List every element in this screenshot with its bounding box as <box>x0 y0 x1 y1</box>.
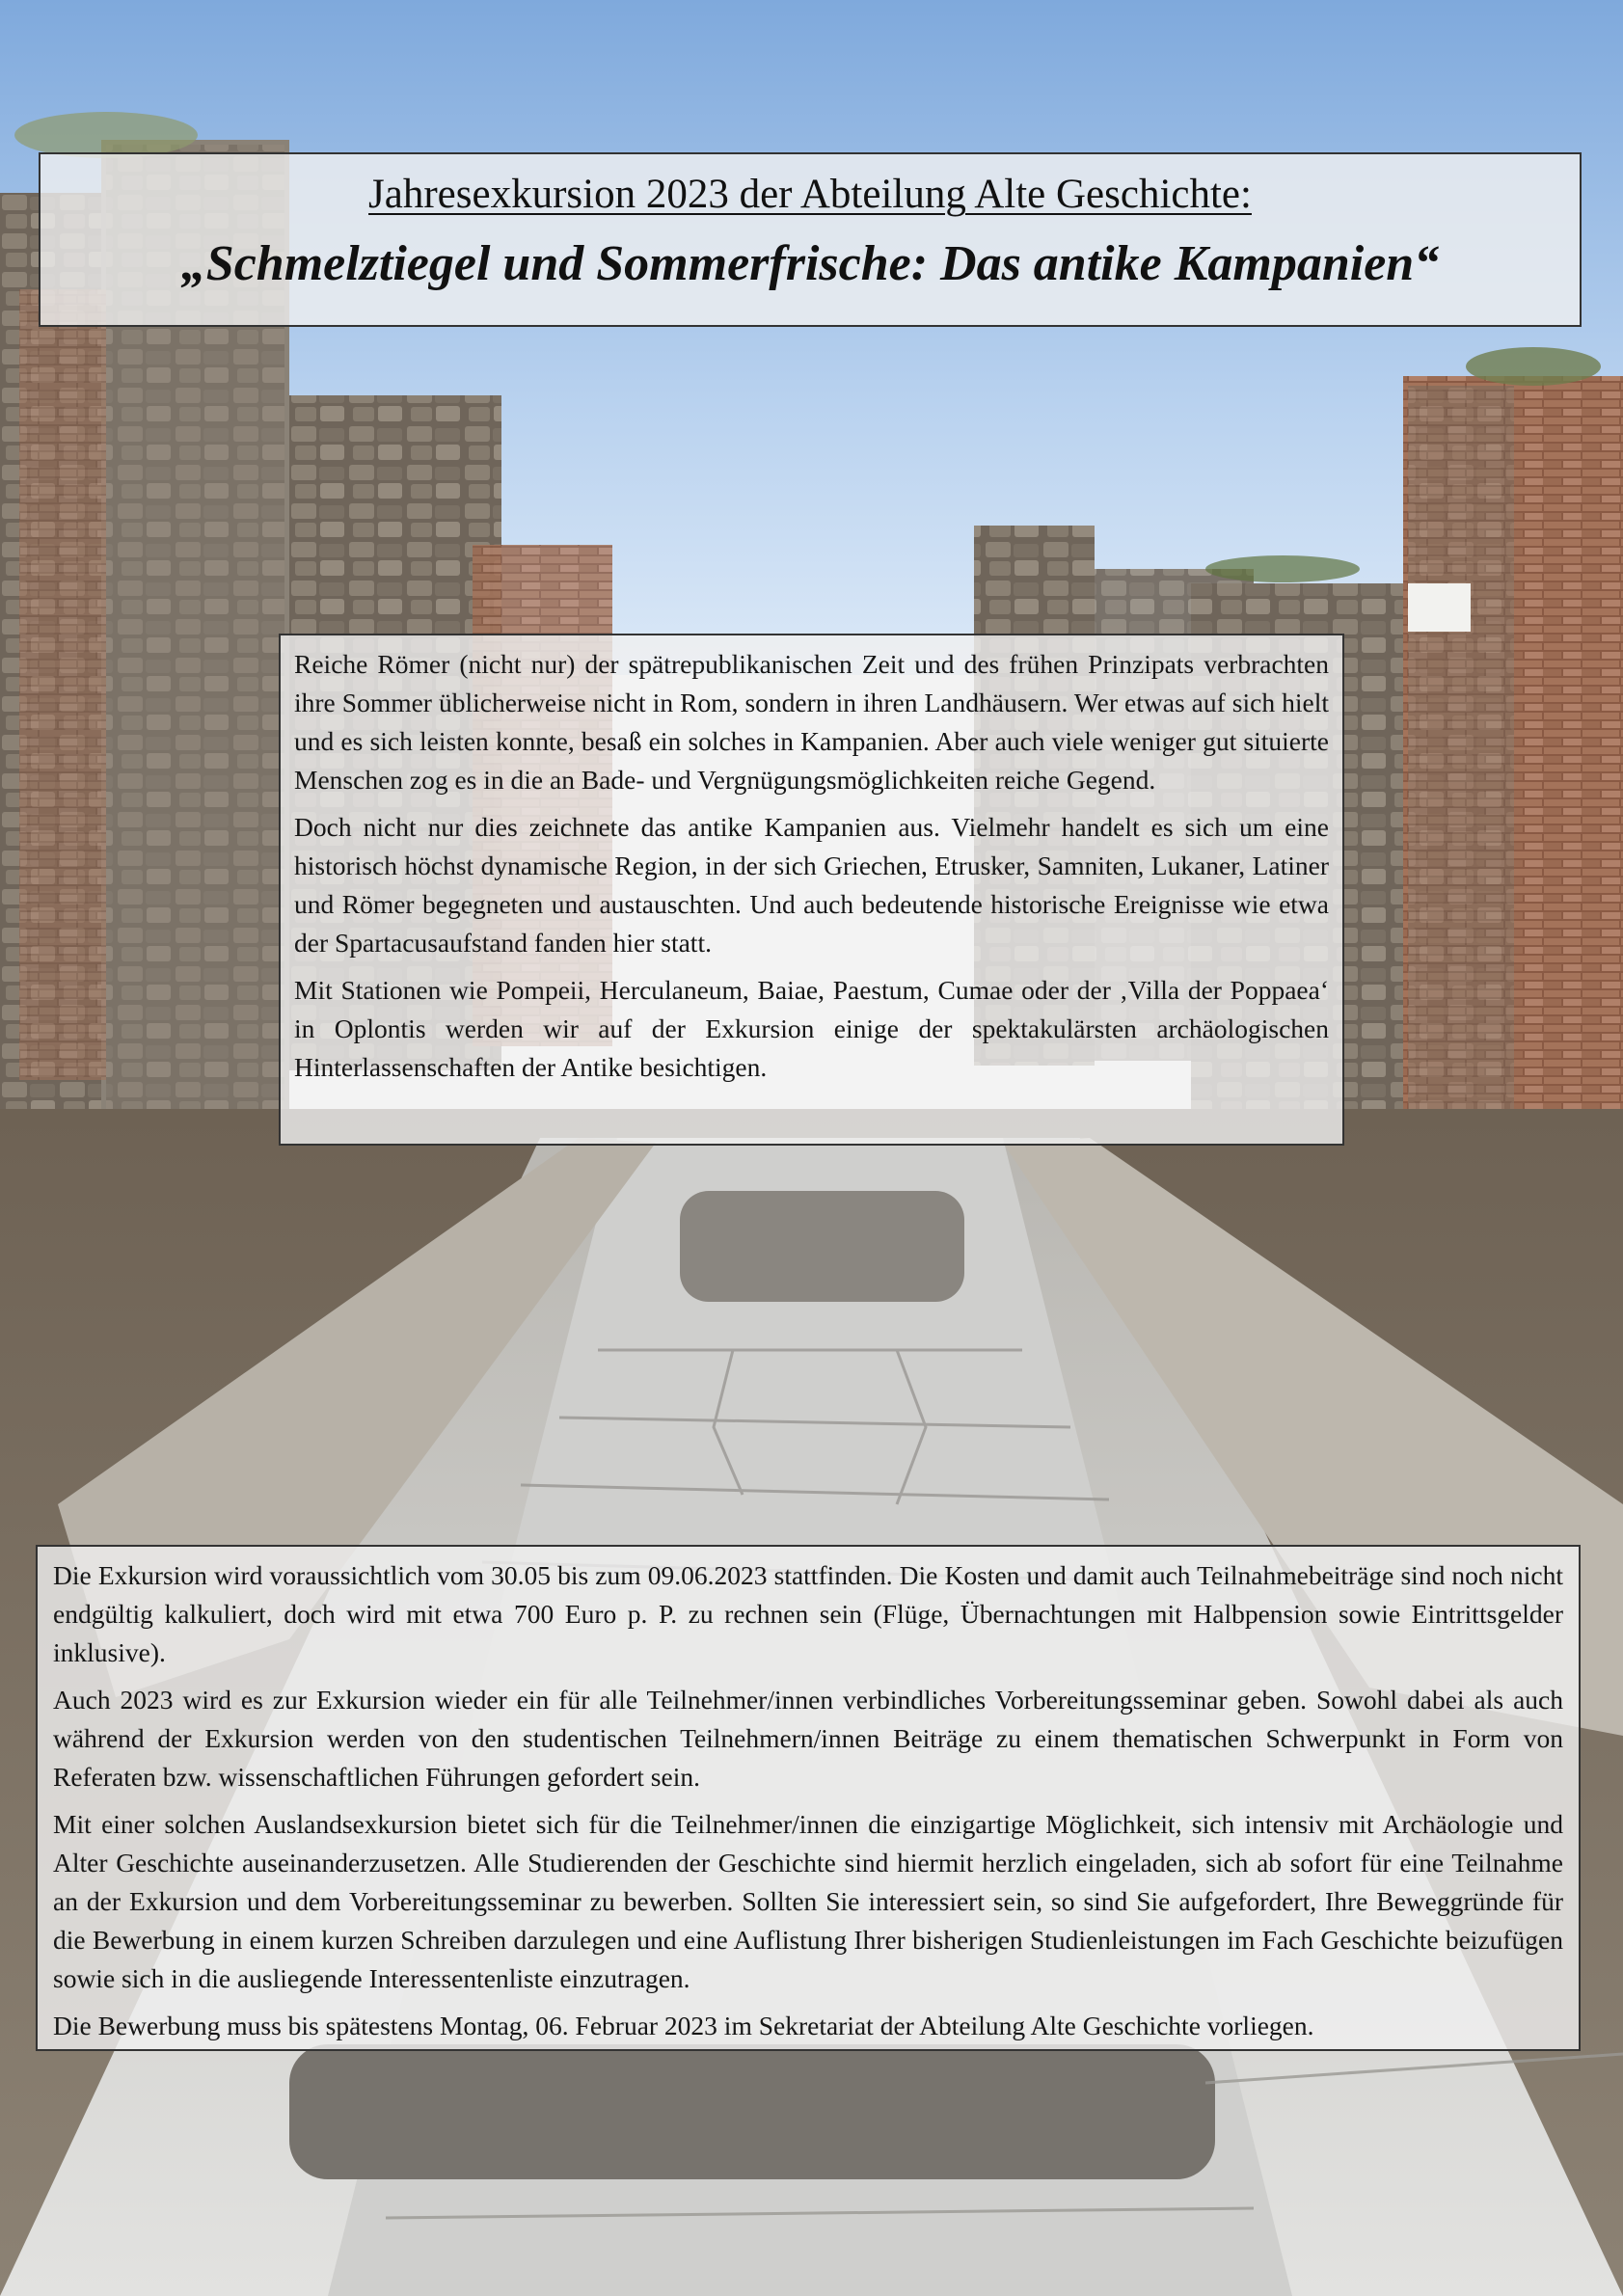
details-paragraph: Die Exkursion wird voraussichtlich vom 30.05 bis zum 09.06.2023 stattfinden. Die Kosten und damit auch Teilnahmebeiträge sind noch nicht endgültig kalkuliert, doch wird mit etwa 700 Euro p. P. zu rechnen sein (Flüge, Übernachtungen mit Halbpension sowie Eintrittsgelder inklusive). <box>53 1560 1563 1667</box>
title-panel <box>39 152 1582 327</box>
intro-panel <box>279 634 1344 1146</box>
details-paragraph: Auch 2023 wird es zur Exkursion wieder ein für alle Teilnehmer/innen verbindliches Vorbereitungsseminar geben. Sowohl dabei als auch während der Exkursion werden von den studentischen Teilnehmern/innen Beiträge zu einem thematischen Schwerpunkt in Form von Referaten bzw. wissenschaftlichen Führungen gefordert sein. <box>53 1685 1563 1792</box>
page-subtitle: „Schmelztiegel und Sommerfrische: Das antike Kampanien“ <box>180 236 1440 291</box>
details-panel <box>36 1545 1581 2051</box>
intro-paragraph: Reiche Römer (nicht nur) der spätrepublikanischen Zeit und des frühen Prinzipats verbrachten ihre Sommer üblicherweise nicht in Rom, sondern in ihren Landhäusern. Wer etwas auf sich hielt und es sich leisten konnte, besaß ein solches in Kampanien. Aber auch viele weniger gut situierte Menschen zog es in die an Bade- und Vergnügungsmöglichkeiten reiche Gegend. <box>294 649 1329 795</box>
intro-paragraph: Mit Stationen wie Pompeii, Herculaneum, Baiae, Paestum, Cumae oder der ‚Villa der Poppaea‘ in Oplontis werden wir auf der Exkursion einige der spektakulärsten archäologischen Hinterlassenschaften der Antike besichtigen. <box>294 975 1329 1082</box>
intro-paragraph: Doch nicht nur dies zeichnete das antike Kampanien aus. Vielmehr handelt es sich um eine historisch höchst dynamische Region, in der sich Griechen, Etrusker, Samniten, Lukaner, Latiner und Römer begegneten und austauschten. Und auch bedeutende historische Ereignisse wie etwa der Spartacusaufstand fanden hier statt. <box>294 812 1329 958</box>
page-title: Jahresexkursion 2023 der Abteilung Alte Geschichte: <box>368 172 1252 217</box>
details-paragraph: Die Bewerbung muss bis spätestens Montag, 06. Februar 2023 im Sekretariat der Abteilung Alte Geschichte vorliegen. <box>53 2011 1314 2040</box>
details-paragraph: Mit einer solchen Auslandsexkursion bietet sich für die Teilnehmer/innen die einzigartige Möglichkeit, sich intensiv mit Archäologie und Alter Geschichte auseinanderzusetzen. Alle Studierenden der Geschichte sind hiermit herzlich eingeladen, sich ab sofort für eine Teilnahme an der Exkursion und dem Vorbereitungsseminar zu bewerben. Sollten Sie interessiert sein, so sind Sie aufgefordert, Ihre Beweggründe für die Bewerbung in einem kurzen Schreiben darzulegen und eine Auflistung Ihrer bisherigen Studienleistungen im Fach Geschichte beizufügen sowie sich in die ausliegende Interessentenliste einzutragen. <box>53 1809 1563 1993</box>
